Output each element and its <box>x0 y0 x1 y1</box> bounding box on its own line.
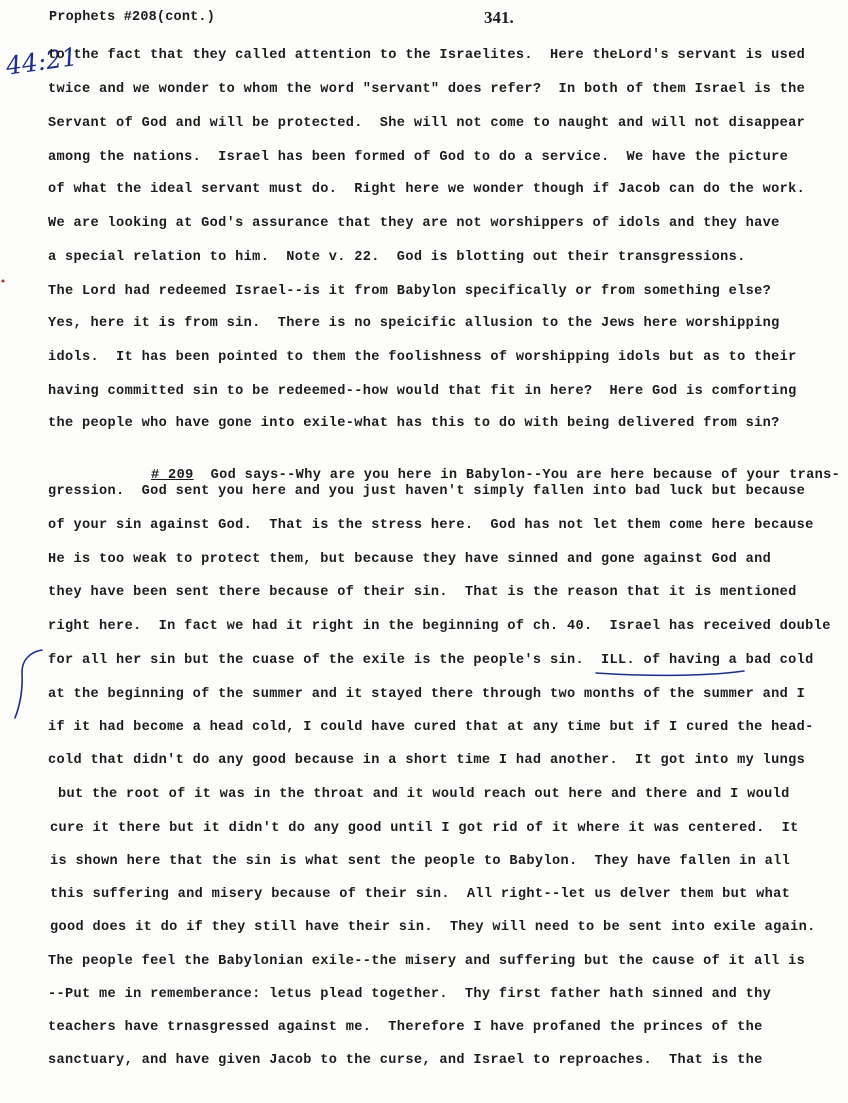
text-line: twice and we wonder to whom the word "servant" does refer? In both of them Israel is the <box>48 82 806 97</box>
text-line: the people who have gone into exile-what has this to do with being delivered from sin? <box>48 416 780 431</box>
text-line: of what the ideal servant must do. Right here we wonder though if Jacob can do the work. <box>48 182 806 197</box>
text-line: this suffering and misery because of their sin. All right--let us delver them but what <box>50 887 791 902</box>
text-line: is shown here that the sin is what sent the people to Babylon. They have fallen in all <box>50 854 791 869</box>
text-line: God says--Why are you here in Babylon--You are here because of your trans- <box>210 468 841 483</box>
red-dot-mark <box>2 280 5 283</box>
text-line: teachers have trnasgressed against me. Therefore I have profaned the princes of the <box>48 1020 763 1035</box>
margin-bracket-mark <box>15 650 42 718</box>
text-line: at the beginning of the summer and it stayed there through two months of the summer and I <box>48 687 806 702</box>
text-line: The Lord had redeemed Israel--is it from Babylon specifically or from something else? <box>48 284 772 299</box>
text-line: cure it there but it didn't do any good until I got rid of it where it was centered. It <box>50 821 799 836</box>
text-line: The people feel the Babylonian exile--the misery and suffering but the cause of it all is <box>48 954 806 969</box>
text-line: among the nations. Israel has been formed of God to do a service. We have the picture <box>48 150 789 165</box>
text-line: --Put me in rememberance: letus plead together. Thy first father hath sinned and thy <box>48 987 772 1002</box>
text-line: Yes, here it is from sin. There is no speicific allusion to the Jews here worshipping <box>48 316 780 331</box>
text-line: idols. It has been pointed to them the foolishness of worshipping idols but as to their <box>48 350 797 365</box>
text-line: for all her sin but the cuase of the exile is the people's sin. ILL. of having a bad cold <box>48 653 814 668</box>
text-line: good does it do if they still have their sin. They will need to be sent into exile again. <box>50 920 816 935</box>
text-line: cold that didn't do any good because in a short time I had another. It got into my lungs <box>48 753 806 768</box>
underline-mark <box>596 671 744 675</box>
text-line: they have been sent there because of their sin. That is the reason that it is mentioned <box>48 585 797 600</box>
text-line: having committed sin to be redeemed--how would that fit in here? Here God is comforting <box>48 384 797 399</box>
text-line: gression. God sent you here and you just haven't simply fallen into bad luck but because <box>48 484 806 499</box>
page-number: 341. <box>484 8 514 27</box>
handwritten-verse-note: 44:21 <box>4 41 80 81</box>
text-line: if it had become a head cold, I could have cured that at any time but if I cured the head- <box>48 720 814 735</box>
text-line: of your sin against God. That is the stress here. God has not let them come here because <box>48 518 814 533</box>
text-line: Servant of God and will be protected. She will not come to naught and will not disappear <box>48 116 806 131</box>
section-ref-209: # 209 <box>151 468 194 483</box>
text-line: We are looking at God's assurance that they are not worshippers of idols and they have <box>48 216 780 231</box>
text-line: but the root of it was in the throat and it would reach out here and there and I would <box>58 787 790 802</box>
text-line: a special relation to him. Note v. 22. God is blotting out their transgressions. <box>48 250 746 265</box>
text-line: right here. In fact we had it right in the beginning of ch. 40. Israel has received double <box>48 619 831 634</box>
text-line: He is too weak to protect them, but because they have sinned and gone against God and <box>48 552 772 567</box>
text-line: sanctuary, and have given Jacob to the curse, and Israel to reproaches. That is the <box>48 1053 763 1068</box>
header-title: Prophets #208(cont.) <box>49 10 216 25</box>
text-line: to the fact that they called attention to the Israelites. Here theLord's servant is used <box>48 48 806 63</box>
